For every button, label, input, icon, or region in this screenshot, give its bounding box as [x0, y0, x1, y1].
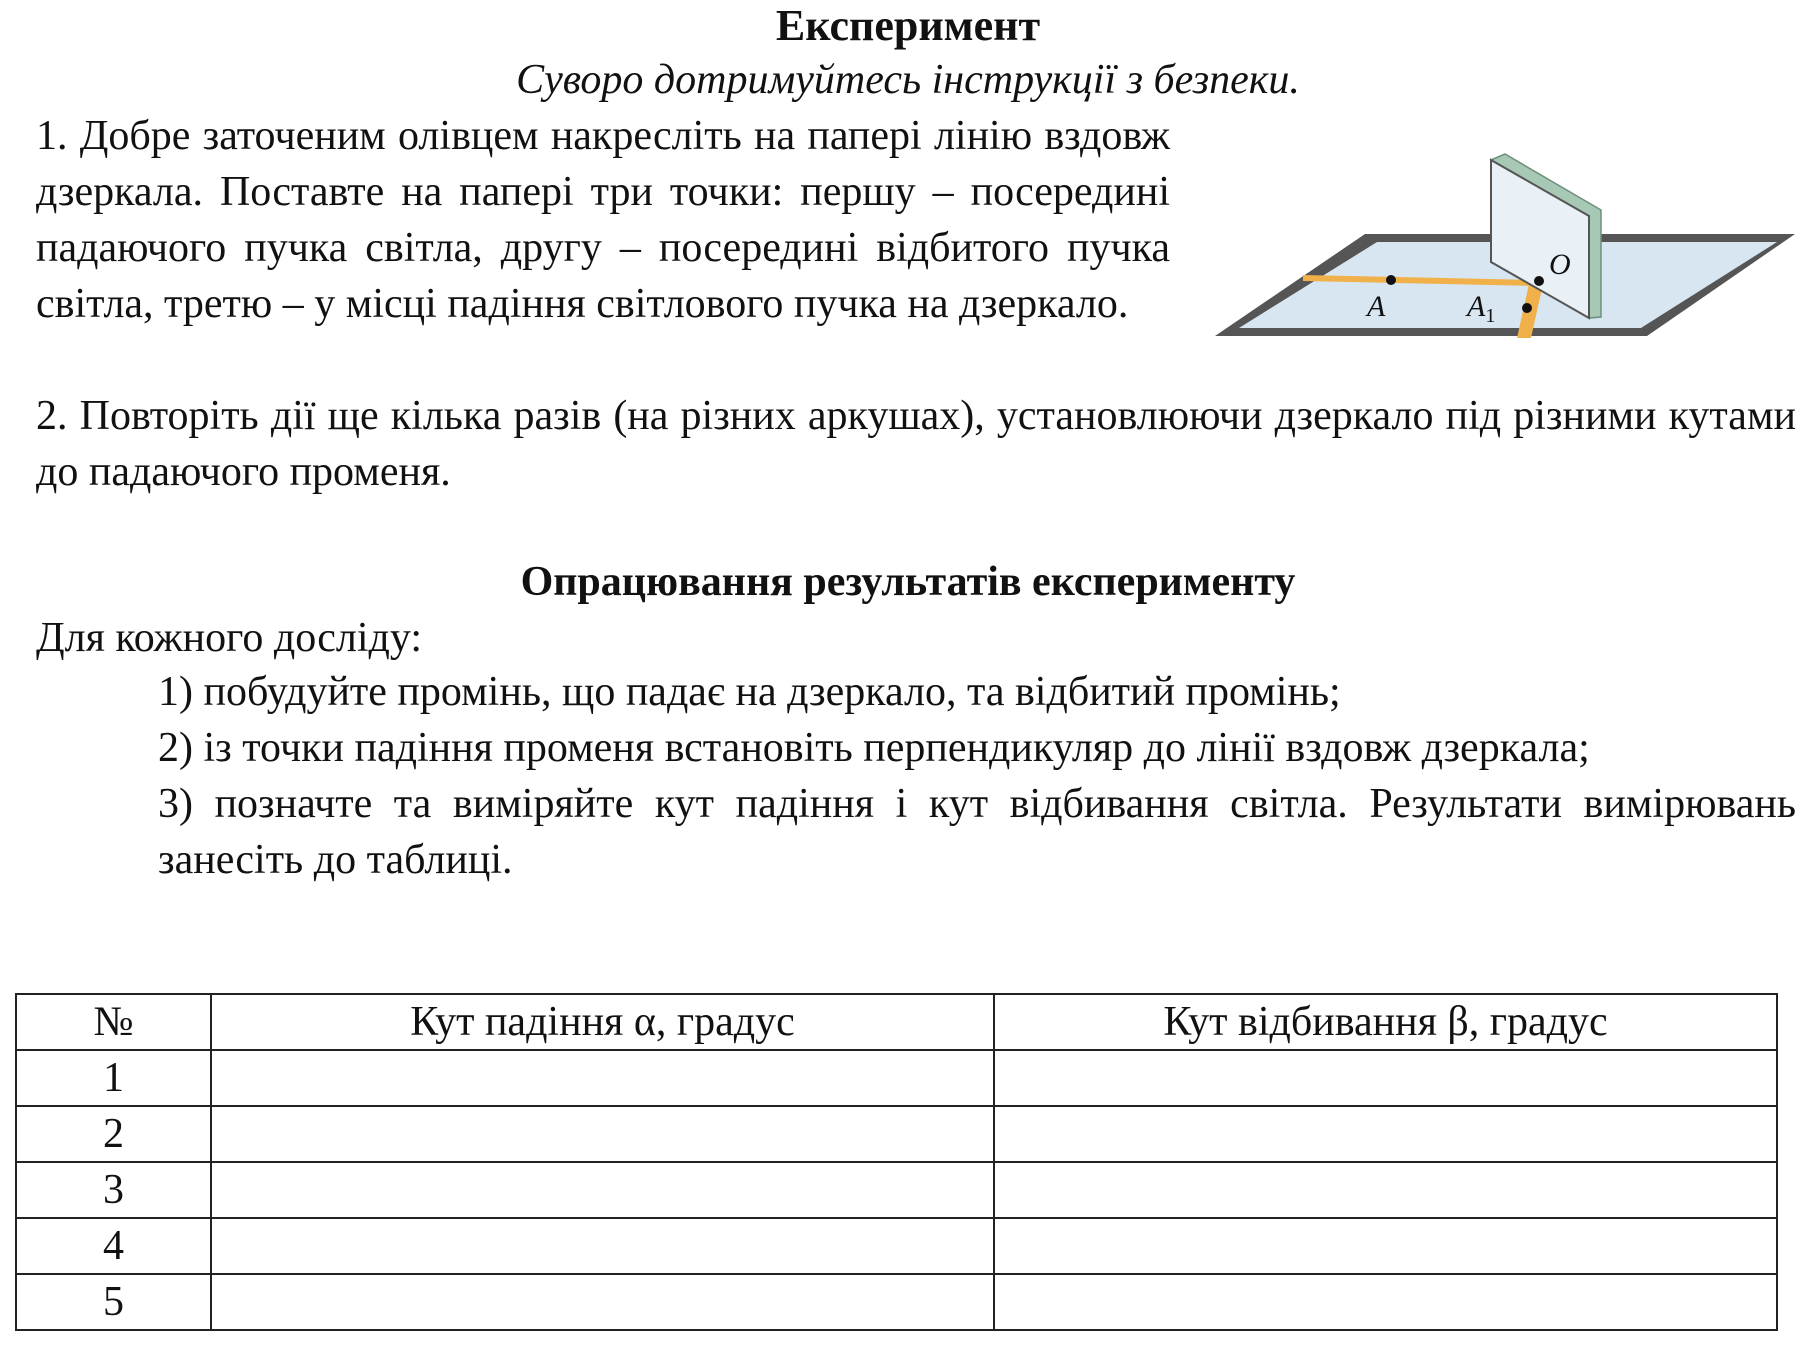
label-a: A [1367, 290, 1386, 323]
incidence-angle-cell[interactable] [211, 1274, 994, 1330]
row-number: 5 [16, 1274, 211, 1330]
reflection-angle-cell[interactable] [994, 1050, 1777, 1106]
table-row [16, 1050, 1777, 1106]
row-number: 1 [16, 1050, 211, 1106]
row-number: 2 [16, 1106, 211, 1162]
reflection-angle-cell[interactable] [994, 1106, 1777, 1162]
table-row [16, 1106, 1777, 1162]
point-o [1534, 276, 1544, 286]
row-number: 4 [16, 1218, 211, 1274]
mirror-experiment-illustration [1205, 150, 1805, 350]
section-intro: Для кожного досліду: [36, 615, 422, 661]
incidence-angle-cell[interactable] [211, 1162, 994, 1218]
row-number: 3 [16, 1162, 211, 1218]
step-item: 2) із точки падіння променя встановіть перпендикуляр до лінії вздовж дзеркала; [158, 725, 1590, 771]
point-a1 [1522, 303, 1532, 313]
reflection-angle-cell[interactable] [994, 1274, 1777, 1330]
point-a [1386, 275, 1396, 285]
step-item: 3) позначте та виміряйте кут падіння і кут відбивання світла. Результати вимірювань занесіть до таблиці. [158, 781, 1796, 883]
section-title: Опрацювання результатів експерименту [520, 559, 1296, 605]
incidence-angle-cell[interactable] [211, 1218, 994, 1274]
header-reflection-angle: Кут відбивання β, градус [994, 994, 1777, 1050]
table-header-row [16, 994, 1777, 1050]
incidence-angle-cell[interactable] [211, 1106, 994, 1162]
reflection-angle-cell[interactable] [994, 1162, 1777, 1218]
page-title: Експеримент [775, 1, 1041, 50]
label-a1: $A_1$ [1467, 290, 1496, 327]
instruction-paragraph-2: 2. Повторіть дії ще кілька разів (на різних аркушах), установлюючи дзеркало під різними кутами до падаючого променя. [36, 393, 1796, 495]
label-o: O [1549, 248, 1571, 281]
table-row [16, 1162, 1777, 1218]
table-row [16, 1274, 1777, 1330]
safety-note: Суворо дотримуйтесь інструкції з безпеки. [516, 57, 1300, 103]
step-item: 1) побудуйте промінь, що падає на дзеркало, та відбитий промінь; [158, 669, 1341, 715]
incidence-angle-cell[interactable] [211, 1050, 994, 1106]
results-table [15, 993, 1778, 1331]
reflection-angle-cell[interactable] [994, 1218, 1777, 1274]
table-row [16, 1218, 1777, 1274]
instruction-paragraph-1: 1. Добре заточеним олівцем накресліть на папері лінію вздовж дзеркала. Поставте на папері три точки: першу – посередині падаючого пучка світла, другу – посередині відбитого пучка світла, третю – у місці падіння світлового пучка на дзеркало. [36, 113, 1170, 327]
header-number: № [16, 994, 211, 1050]
header-incidence-angle: Кут падіння α, градус [211, 994, 994, 1050]
processing-steps [158, 664, 1796, 888]
